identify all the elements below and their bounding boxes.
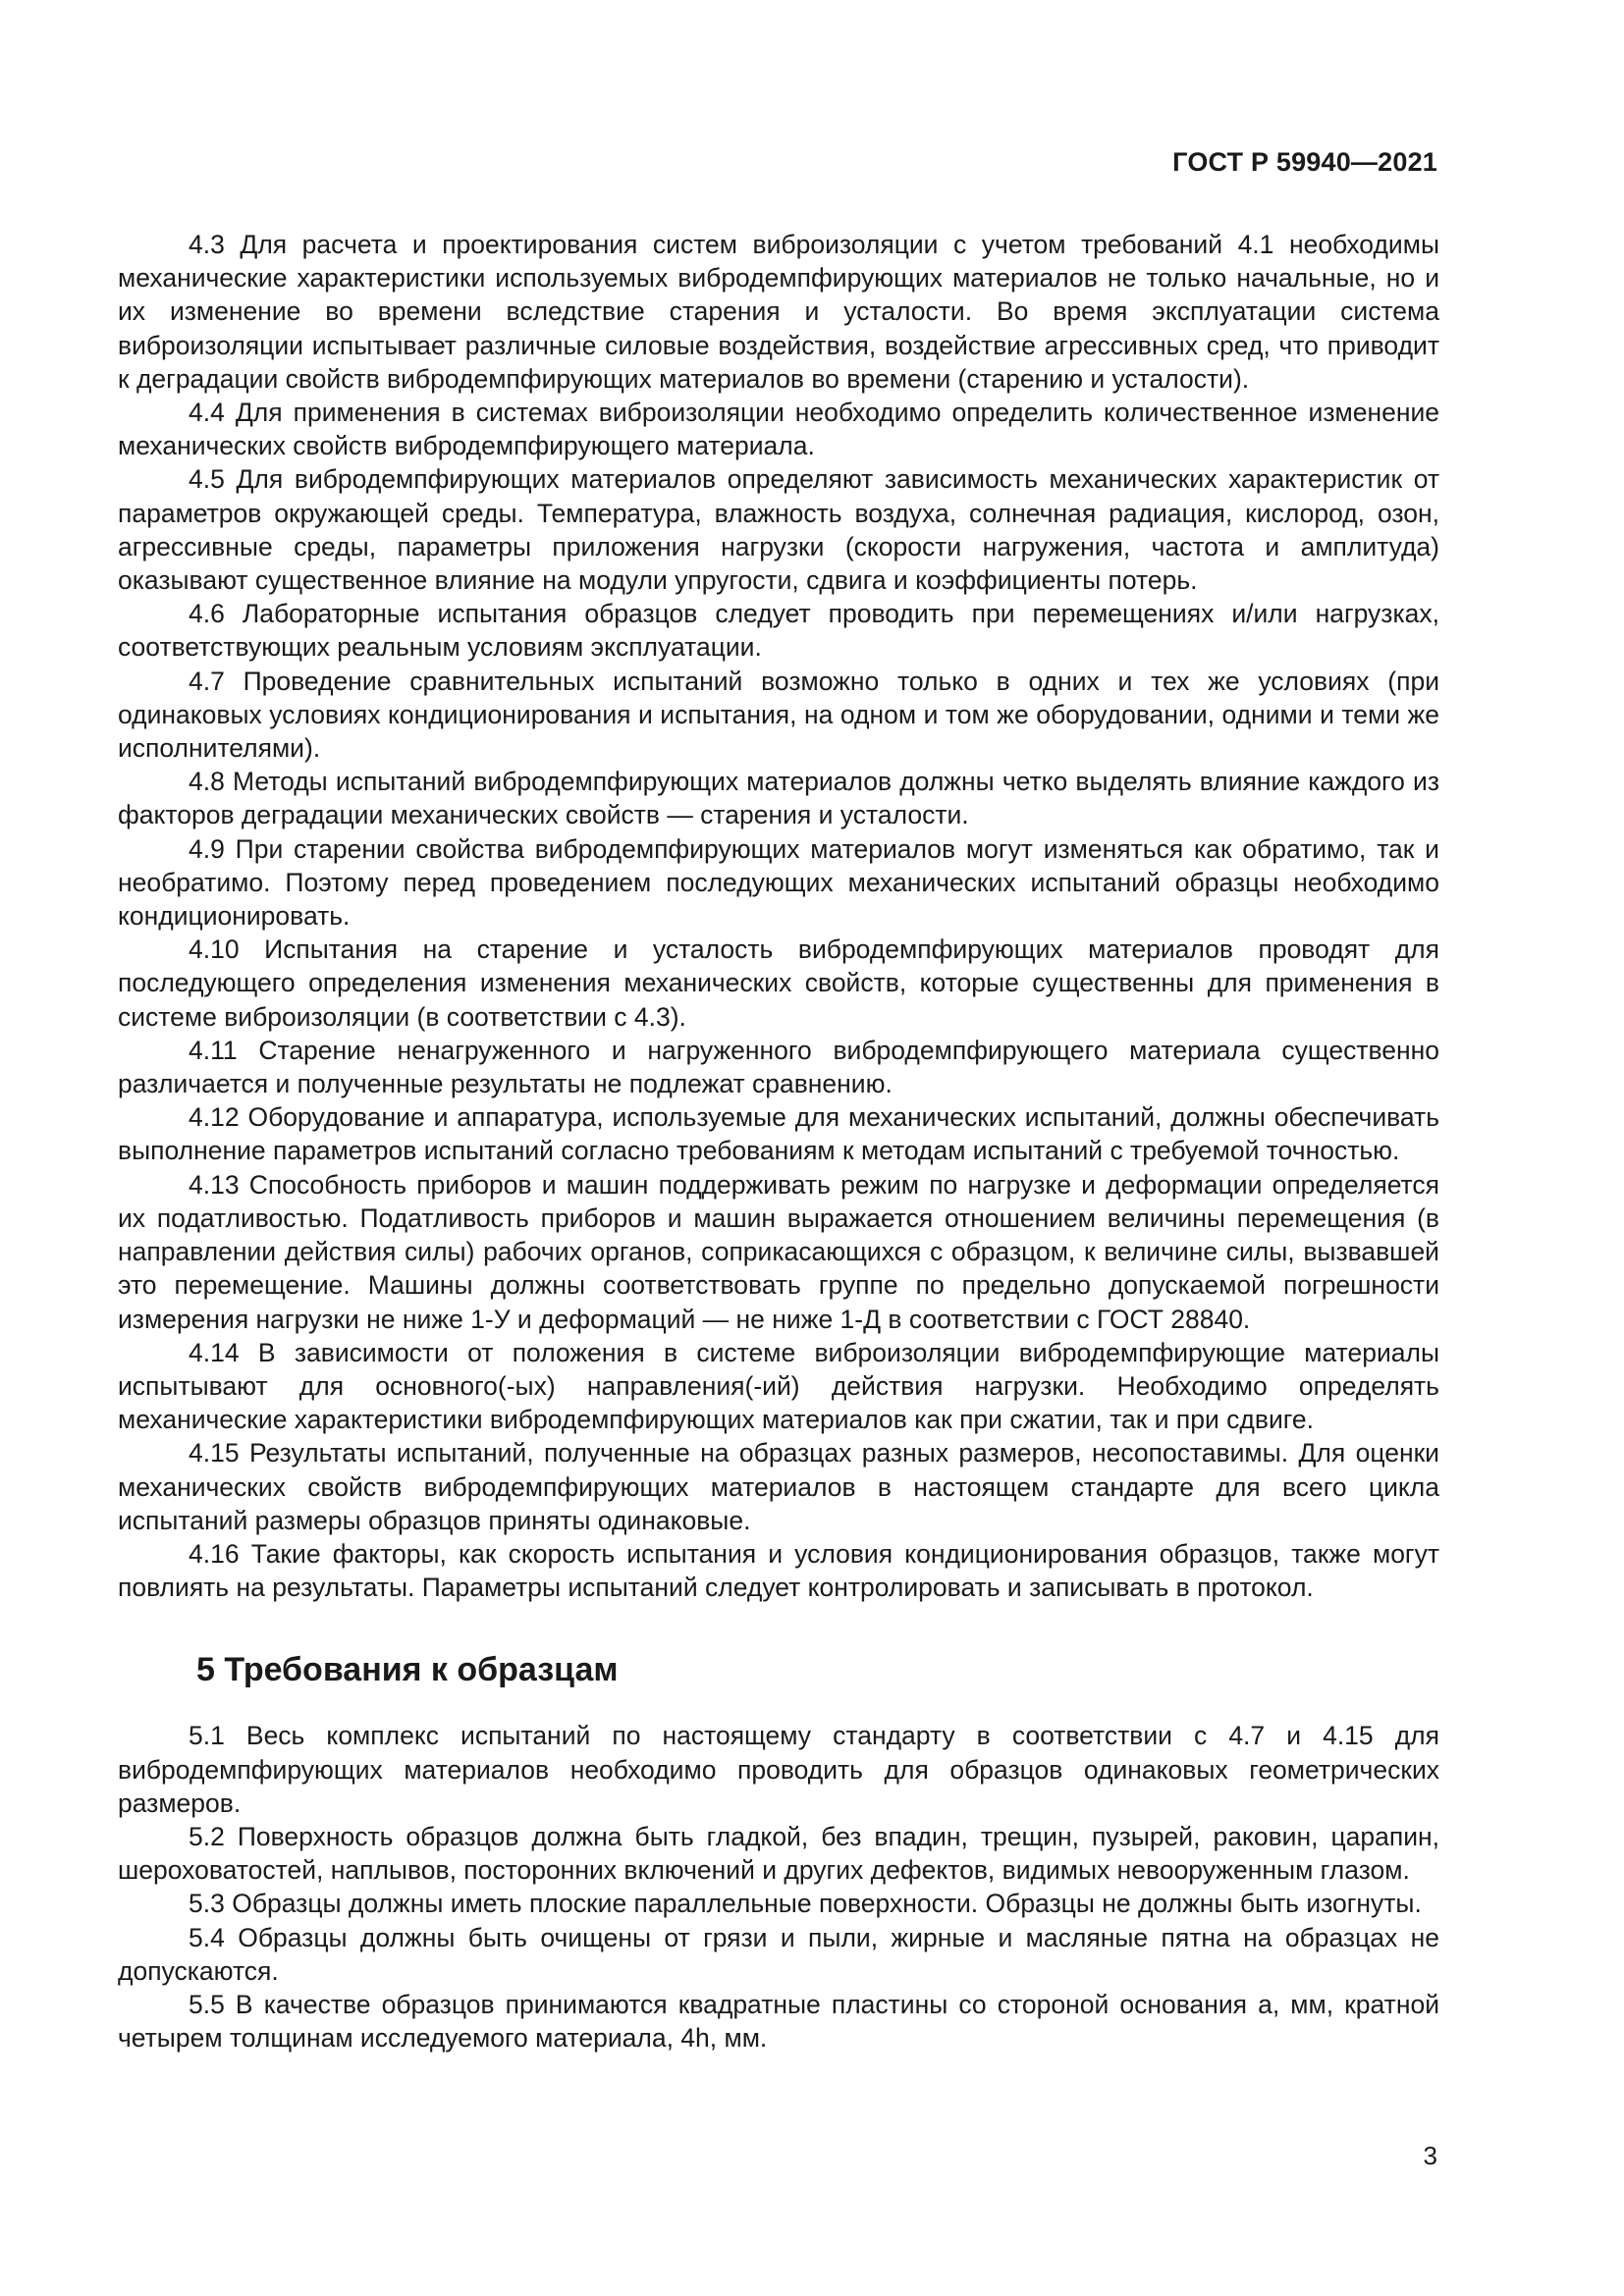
- paragraph-4-12: 4.12 Оборудование и аппаратура, используемые для механических испытаний, должны обеспечивать выполнение параметров испытаний согласно требованиям к методам испытаний с требуемой точностью.: [118, 1102, 1439, 1166]
- paragraph-5-4: 5.4 Образцы должны быть очищены от грязи и пыли, жирные и масляные пятна на образцах не допускаются.: [118, 1922, 1439, 1986]
- paragraph-4-5: 4.5 Для вибродемпфирующих материалов определяют зависимость механических характеристик от параметров окружающей среды. Температура, влажность воздуха, солнечная радиация, кислород, озон, агрессивные среды, параметры приложения нагрузки (скорости нагружения, частота и амплитуда) оказывают существенное влияние на модули упругости, сдвига и коэффициенты потерь.: [118, 464, 1439, 596]
- paragraph-5-5: 5.5 В качестве образцов принимаются квадратные пластины со стороной основания а, мм, кратной четырем толщинам исследуемого материала, 4h, мм.: [118, 1989, 1439, 2054]
- paragraph-4-13: 4.13 Способность приборов и машин поддерживать режим по нагрузке и деформации определяется их податливостью. Податливость приборов и машин выражается отношением величины перемещения (в направлении действия силы) рабочих органов, соприкасающихся с образцом, к величине силы, вызвавшей это перемещение. Машины должны соответствовать группе по предельно допускаемой погрешности измерения нагрузки не ниже 1-У и деформаций — не ниже 1-Д в соответствии с ГОСТ 28840.: [118, 1169, 1439, 1334]
- paragraph-4-16: 4.16 Такие факторы, как скорость испытания и условия кондиционирования образцов, также могут повлиять на результаты. Параметры испытаний следует контролировать и записывать в протокол.: [118, 1538, 1439, 1603]
- paragraph-4-8: 4.8 Методы испытаний вибродемпфирующих материалов должны четко выделять влияние каждого из факторов деградации механических свойств — старения и усталости.: [118, 767, 1439, 830]
- paragraph-5-1: 5.1 Весь комплекс испытаний по настоящему стандарту в соответствии с 4.7 и 4.15 для вибродемпфирующих материалов необходимо проводить для образцов одинаковых геометрических размеров.: [118, 1721, 1439, 1818]
- paragraph-4-10: 4.10 Испытания на старение и усталость вибродемпфирующих материалов проводят для последующего определения изменения механических свойств, которые существенны для применения в системе виброизоляции (в соответствии с 4.3).: [118, 934, 1439, 1032]
- paragraph-4-15: 4.15 Результаты испытаний, полученные на образцах разных размеров, несопоставимы. Для оценки механических свойств вибродемпфирующих материалов в настоящем стандарте для всего цикла испытаний размеры образцов приняты одинаковые.: [118, 1438, 1439, 1535]
- paragraph-4-6: 4.6 Лабораторные испытания образцов следует проводить при перемещениях и/или нагрузках, соответствующих реальным условиям эксплуатации.: [118, 599, 1439, 663]
- page-content: [118, 228, 1439, 2055]
- paragraph-4-14: 4.14 В зависимости от положения в системе виброизоляции вибродемпфирующие материалы испытывают для основного(-ых) направления(-ий) действия нагрузки. Необходимо определять механические характеристики вибродемпфирующих материалов как при сжатии, так и при сдвиге.: [118, 1337, 1439, 1435]
- paragraph-4-3: 4.3 Для расчета и проектирования систем виброизоляции с учетом требований 4.1 необходимы механические характеристики используемых вибродемпфирующих материалов не только начальные, но и их изменение во времени вследствие старения и усталости. Во время эксплуатации система виброизоляции испытывает различные силовые воздействия, воздействие агрессивных сред, что приводит к деградации свойств вибродемпфирующих материалов во времени (старению и усталости).: [118, 230, 1439, 394]
- section-5-title: 5 Требования к образцам: [196, 1651, 619, 1689]
- paragraph-5-2: 5.2 Поверхность образцов должна быть гладкой, без впадин, трещин, пузырей, раковин, царапин, шероховатостей, наплывов, посторонних включений и других дефектов, видимых невооруженным глазом.: [118, 1821, 1439, 1886]
- page-number: 3: [1423, 2141, 1437, 2170]
- paragraph-5-3: 5.3 Образцы должны иметь плоские параллельные поверхности. Образцы не должны быть изогнуты.: [189, 1889, 1422, 1919]
- paragraph-4-4: 4.4 Для применения в системах виброизоляции необходимо определить количественное изменение механических свойств вибродемпфирующего материала.: [118, 398, 1439, 461]
- paragraph-4-11: 4.11 Старение ненагруженного и нагруженного вибродемпфирующего материала существенно различается и полученные результаты не подлежат сравнению.: [118, 1035, 1439, 1099]
- paragraph-4-9: 4.9 При старении свойства вибродемпфирующих материалов могут изменяться как обратимо, так и необратимо. Поэтому перед проведением последующих механических испытаний образцы необходимо кондиционировать.: [118, 833, 1439, 932]
- standard-code-header: ГОСТ Р 59940—2021: [1172, 147, 1437, 177]
- paragraph-4-7: 4.7 Проведение сравнительных испытаний возможно только в одних и тех же условиях (при одинаковых условиях кондиционирования и испытания, на одном и том же оборудовании, одними и теми же исполнителями).: [118, 666, 1439, 764]
